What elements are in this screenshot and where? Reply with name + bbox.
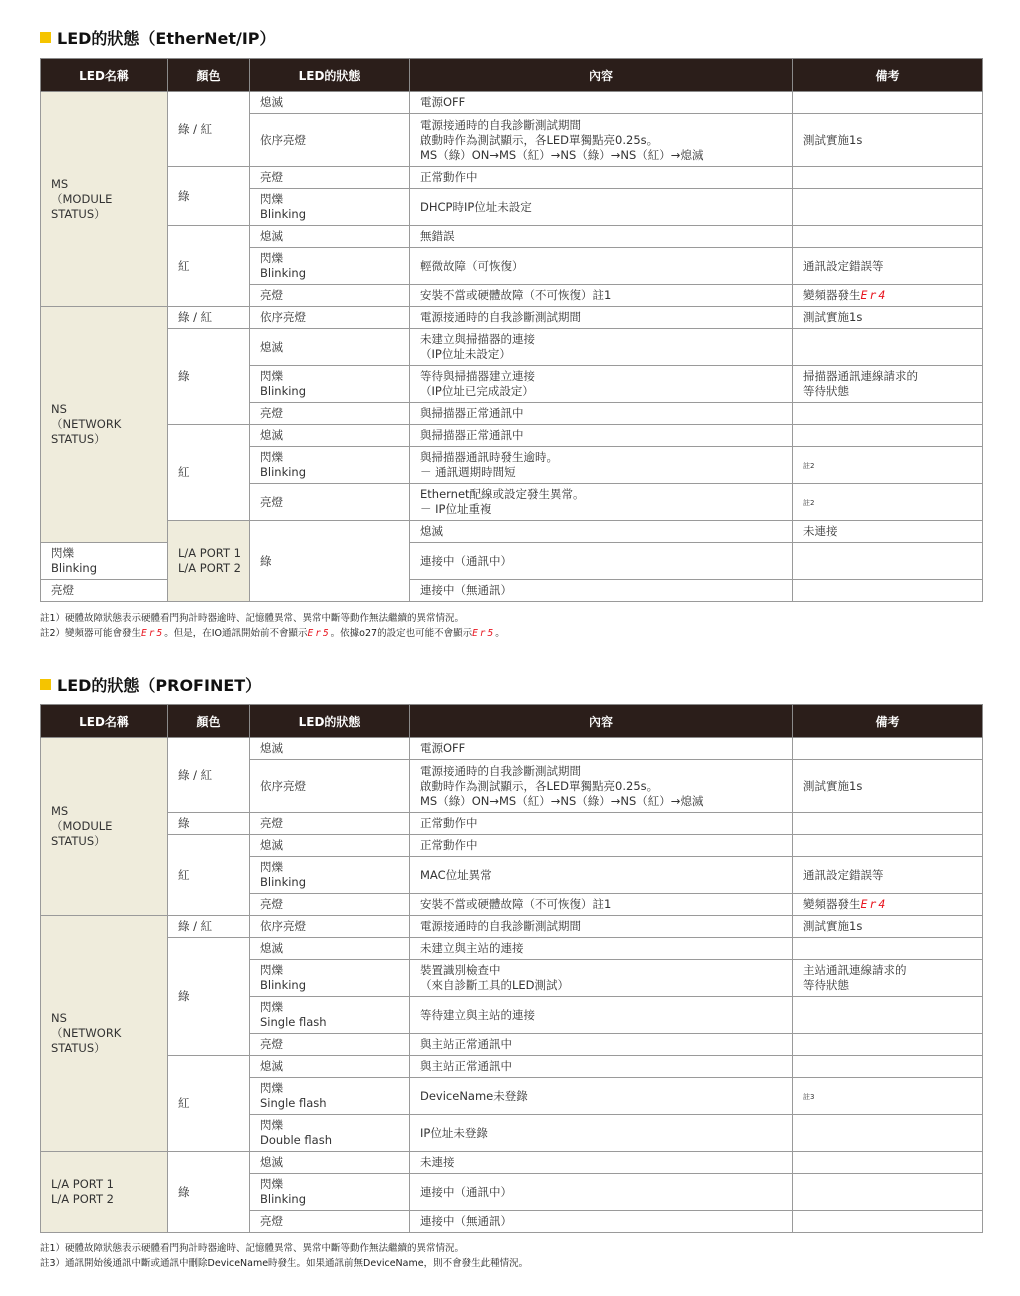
state-cell: 熄滅 [260,339,283,354]
content-cell: Ethernet配線或設定發生異常。 － IP位址重複 [420,487,585,516]
table-row [41,938,983,960]
color-cell: 綠 [178,1184,190,1199]
content-cell: 安裝不當或硬體故障（不可恢復）註1 [420,897,612,911]
table-row [41,521,983,543]
state-cell: 閃爍 Single flash [260,1081,327,1110]
state-cell: 閃爍 Blinking [51,546,98,575]
color-cell: 紅 [178,867,190,882]
header-color: 顏色 [168,59,250,92]
content-cell: 未連接 [803,524,838,538]
state-cell: 亮燈 [260,1037,283,1051]
state-cell: 閃爍 Single flash [260,1000,327,1029]
state-cell: 熄滅 [260,741,283,755]
remark-cell: 測試實施1s [803,310,863,324]
table-row [41,167,983,189]
remark-cell: 註2 [803,461,815,470]
state-cell: 亮燈 [260,1214,283,1228]
led-name-ns: NS （NETWORK STATUS） [51,402,122,446]
table-header-row [41,705,983,738]
footnotes-ethernet [40,611,505,641]
table-header-row [41,59,983,92]
remark-cell: 註3 [803,1092,815,1101]
state-cell: 熄滅 [260,229,283,243]
remark-cell: 測試實施1s [803,919,863,933]
content-cell: 未連接 [420,1155,455,1169]
state-cell: 閃爍 Blinking [260,860,307,889]
content-cell: 連接中（通訊中） [420,553,512,568]
content-cell: 連接中（通訊中） [420,1184,512,1199]
state-cell: 亮燈 [260,494,283,509]
remark-cell: 測試實施1s [803,132,863,147]
error-code-er5: Er5 [472,628,496,639]
color-cell: 紅 [178,465,190,479]
footnote-1: 註1）硬體故障狀態表示硬體看門狗計時器逾時、記憶體異常、異常中斷等動作無法繼續的異常情況。 [40,613,465,624]
remark-cell: 變頻器發生 [803,288,861,302]
led-table-profinet [40,704,983,1233]
content-cell: 與掃描器正常通訊中 [420,406,524,420]
state-cell: 熄滅 [260,838,283,852]
remark-cell: 通訊設定錯誤等 [803,867,884,882]
content-cell: IP位址未登錄 [420,1125,488,1140]
content-cell: 與掃描器通訊時發生逾時。 － 通訊週期時間短 [420,450,558,479]
led-table-ethernet [40,58,983,602]
state-cell: 閃爍 Blinking [260,369,307,398]
error-code-er4: Er4 [860,288,888,302]
state-cell: 亮燈 [260,170,283,184]
led-name-la-port: L/A PORT 1 L/A PORT 2 [51,1177,114,1206]
remark-cell: 變頻器發生 [803,897,861,911]
content-cell: 電源接通時的自我診斷測試期間 啟動時作為測試顯示，各LED單獨點亮0.25s。 MS（綠）ON→MS（紅）→NS（綠）→NS（紅）→熄滅 [420,117,704,162]
remark-cell: 測試實施1s [803,778,863,793]
table-row [41,813,983,835]
table-row [41,1056,983,1078]
remark-cell: 通訊設定錯誤等 [803,258,884,273]
title-marker-icon [40,679,51,690]
state-cell: 依序亮燈 [260,778,306,793]
state-cell: 亮燈 [260,816,283,830]
content-cell: 電源接通時的自我診斷測試期間 啟動時作為測試顯示，各LED單獨點亮0.25s。 MS（綠）ON→MS（紅）→NS（綠）→NS（紅）→熄滅 [420,763,704,808]
content-cell: 與主站正常通訊中 [420,1059,512,1073]
table-row [41,916,983,938]
section-title-profinet [40,673,261,696]
color-cell: 綠 / 紅 [178,310,213,324]
remark-cell: 註2 [803,498,815,507]
led-name-la-port: L/A PORT 1 L/A PORT 2 [178,546,241,575]
content-cell: 未建立與掃描器的連接 （IP位址未設定） [420,332,535,361]
table-row [41,1152,983,1174]
content-cell: DeviceName未登錄 [420,1088,528,1103]
color-cell: 紅 [178,258,190,273]
table-row [41,835,983,857]
content-cell: 正常動作中 [420,170,478,184]
content-cell: 輕微故障（可恢復） [420,258,524,273]
table-row [41,307,983,329]
content-cell: 電源接通時的自我診斷測試期間 [420,310,581,324]
error-code-er4: Er4 [860,897,888,911]
remark-cell: 主站通訊連線請求的 等待狀態 [803,963,907,992]
header-color: 顏色 [168,705,250,738]
error-code-er5: Er5 [141,628,165,639]
color-cell: 綠 [178,369,190,383]
content-cell: 與主站正常通訊中 [420,1037,512,1051]
led-name-ms: MS （MODULE STATUS） [51,804,113,848]
section-title-text: LED的狀態（EtherNet/IP） [57,29,276,48]
section-title-text: LED的狀態（PROFINET） [57,676,262,695]
color-cell: 綠 [178,188,190,203]
header-content: 內容 [410,705,793,738]
content-cell: 無錯誤 [420,229,455,243]
state-cell: 熄滅 [260,1059,283,1073]
header-led-state: LED的狀態 [250,59,410,92]
state-cell: 熄滅 [260,95,283,109]
footnote-3: 註3）通訊開始後通訊中斷或通訊中刪除DeviceName時發生。如果通訊前無DeviceName，則不會發生此種情況。 [40,1258,529,1269]
color-cell: 綠 [260,553,272,568]
color-cell: 綠 [178,816,190,830]
state-cell: 閃爍 Blinking [260,251,307,280]
state-cell: 依序亮燈 [260,919,306,933]
state-cell: 熄滅 [260,1155,283,1169]
section-title-ethernet [40,26,276,49]
footnote-2: 註2）變頻器可能會發生Er5。但是，在IO通訊開始前不會顯示Er5。依據o27的設定也可能不會顯示Er5。 [40,628,505,639]
header-led-state: LED的狀態 [250,705,410,738]
table-row [41,92,983,114]
content-cell: 電源接通時的自我診斷測試期間 [420,919,581,933]
state-cell: 依序亮燈 [260,132,306,147]
state-cell: 熄滅 [420,524,443,538]
color-cell: 綠 [178,989,190,1003]
remark-cell: 掃描器通訊連線請求的 等待狀態 [803,369,918,398]
error-code-er5: Er5 [307,628,331,639]
header-remark: 備考 [793,705,983,738]
title-marker-icon [40,32,51,43]
state-cell: 閃爍 Blinking [260,963,307,992]
content-cell: 電源OFF [420,95,466,109]
content-cell: 連接中（無通訊） [420,1214,512,1228]
state-cell: 熄滅 [260,428,283,442]
led-name-ms: MS （MODULE STATUS） [51,176,113,221]
content-cell: MAC位址異常 [420,867,492,882]
header-led-name: LED名稱 [41,59,168,92]
state-cell: 亮燈 [260,406,283,420]
footnote-1: 註1）硬體故障狀態表示硬體看門狗計時器逾時、記憶體異常、異常中斷等動作無法繼續的異常情況。 [40,1243,465,1254]
content-cell: 正常動作中 [420,838,478,852]
state-cell: 亮燈 [260,288,283,302]
led-name-ns: NS （NETWORK STATUS） [51,1011,122,1055]
state-cell: 閃爍 Blinking [260,1177,307,1206]
table-row [41,329,983,366]
content-cell: 等待建立與主站的連接 [420,1007,535,1022]
header-led-name: LED名稱 [41,705,168,738]
content-cell: 未建立與主站的連接 [420,941,524,955]
color-cell: 綠 / 紅 [178,121,213,136]
content-cell: DHCP時IP位址未設定 [420,199,532,214]
state-cell: 依序亮燈 [260,310,306,324]
color-cell: 綠 / 紅 [178,767,213,782]
table-row [41,738,983,760]
header-content: 內容 [410,59,793,92]
content-cell: 安裝不當或硬體故障（不可恢復）註1 [420,288,612,302]
content-cell: 連接中（無通訊） [420,583,512,597]
color-cell: 紅 [178,1096,190,1110]
state-cell: 閃爍 Double flash [260,1118,332,1147]
footnotes-profinet [40,1241,528,1271]
content-cell: 正常動作中 [420,816,478,830]
state-cell: 亮燈 [260,897,283,911]
state-cell: 閃爍 Blinking [260,192,307,221]
content-cell: 裝置識別檢查中 （來自診斷工具的LED測試） [420,963,570,992]
table-row [41,425,983,447]
state-cell: 亮燈 [51,583,74,597]
state-cell: 熄滅 [260,941,283,955]
color-cell: 綠 / 紅 [178,919,213,933]
content-cell: 與掃描器正常通訊中 [420,428,524,442]
content-cell: 等待與掃描器建立連接 （IP位址已完成設定） [420,369,535,398]
header-remark: 備考 [793,59,983,92]
state-cell: 閃爍 Blinking [260,450,307,479]
table-row [41,226,983,248]
content-cell: 電源OFF [420,741,466,755]
